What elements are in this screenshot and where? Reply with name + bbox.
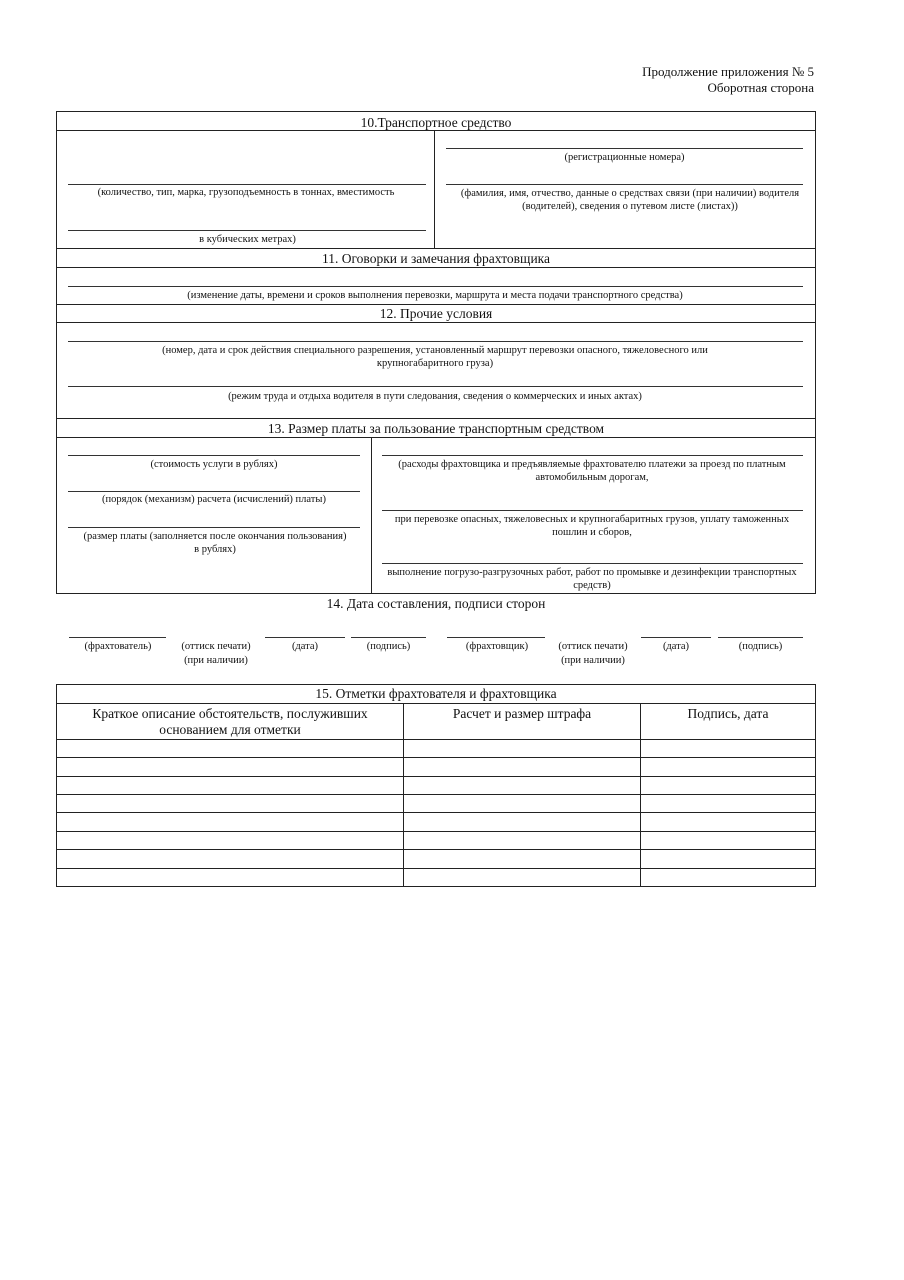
stamp-caption-2: (оттиск печати)	[558, 641, 628, 652]
appendix-continuation: Продолжение приложения № 5	[642, 64, 814, 79]
carrier-remarks-caption: (изменение даты, времени и сроков выполнения перевозки, маршрута и места подачи транспортного средства)	[187, 290, 683, 301]
expenses-line	[382, 455, 803, 456]
loading-works-line	[382, 563, 803, 564]
calc-order-line	[68, 491, 360, 492]
divider	[56, 267, 816, 268]
date-caption-2: (дата)	[662, 641, 690, 652]
payment-amount-caption: (размер платы (заполняется после окончания пользования) в рублях)	[83, 531, 347, 555]
table-row	[56, 868, 816, 869]
divider	[56, 703, 816, 704]
column-header-signature-date: Подпись, дата	[687, 706, 769, 721]
special-permit-caption: (номер, дата и срок действия специального разрешения, установленный маршрут перевозки опасного, тяжеловесного или крупногабаритного груза)	[162, 345, 708, 369]
section-14-title: 14. Дата составления, подписи сторон	[326, 596, 546, 611]
divider	[640, 703, 641, 887]
date-line	[265, 637, 345, 638]
table-row	[56, 757, 816, 758]
driver-regime-line	[68, 386, 803, 387]
column-header-description: Краткое описание обстоятельств, послуживших основанием для отметки	[92, 706, 368, 737]
service-cost-line	[68, 455, 360, 456]
divider	[56, 418, 816, 419]
table-row	[56, 739, 816, 740]
section-13-title: 13. Размер платы за пользование транспортным средством	[267, 421, 605, 436]
section-10-title: 10.Транспортное средство	[360, 115, 512, 130]
driver-caption: (фамилия, имя, отчество, данные о средствах связи (при наличии) водителя (водителей), сведения о путевом листе (листах))	[460, 188, 800, 212]
divider	[56, 248, 816, 249]
stamp-if-any-caption: (при наличии)	[184, 655, 248, 666]
vehicle-caption: (количество, тип, марка, грузоподъемность в тоннах, вместимость	[97, 187, 395, 198]
reg-number-caption: (регистрационные номера)	[564, 152, 685, 163]
table-row	[56, 831, 816, 832]
vehicle-field-line	[68, 184, 426, 185]
table-row	[56, 776, 816, 777]
stamp-if-any-caption-2: (при наличии)	[561, 655, 625, 666]
calc-order-caption: (порядок (механизм) расчета (исчислений) платы)	[102, 494, 326, 505]
signature-line-2	[718, 637, 803, 638]
service-cost-caption: (стоимость услуги в рублях)	[150, 459, 278, 470]
driver-line	[446, 184, 803, 185]
divider	[56, 304, 816, 305]
dangerous-cargo-caption: при перевозке опасных, тяжеловесных и крупногабаритных грузов, уплату таможенных пошлин и сборов,	[394, 514, 790, 538]
date-line-2	[641, 637, 711, 638]
divider	[56, 437, 816, 438]
signature-caption-2: (подпись)	[738, 641, 783, 652]
divider	[56, 130, 816, 131]
reverse-side-label: Оборотная сторона	[707, 80, 814, 95]
table-row	[56, 849, 816, 850]
vehicle-volume-line	[68, 230, 426, 231]
divider	[56, 322, 816, 323]
date-caption: (дата)	[291, 641, 319, 652]
table-row	[56, 794, 816, 795]
section-11-title: 11. Оговорки и замечания фрахтовщика	[321, 251, 551, 266]
section-15-title: 15. Отметки фрахтователя и фрахтовщика	[315, 686, 557, 701]
divider	[434, 130, 435, 248]
table-row	[56, 812, 816, 813]
special-permit-line	[68, 341, 803, 342]
payment-amount-line	[68, 527, 360, 528]
signature-caption: (подпись)	[366, 641, 411, 652]
charterer-caption: (фрахтователь)	[84, 641, 152, 652]
vehicle-volume-caption: в кубических метрах)	[199, 234, 296, 245]
divider	[371, 437, 372, 594]
dangerous-cargo-line	[382, 510, 803, 511]
carrier-sign-line	[447, 637, 545, 638]
section-12-title: 12. Прочие условия	[379, 306, 493, 321]
stamp-caption: (оттиск печати)	[181, 641, 251, 652]
carrier-caption: (фрахтовщик)	[465, 641, 529, 652]
loading-works-caption: выполнение погрузо-разгрузочных работ, работ по промывке и дезинфекции транспортных средств)	[387, 567, 797, 591]
column-header-penalty: Расчет и размер штрафа	[452, 706, 592, 721]
driver-regime-caption: (режим труда и отдыха водителя в пути следования, сведения о коммерческих и иных актах)	[228, 391, 642, 402]
expenses-caption: (расходы фрахтовщика и предъявляемые фрахтователю платежи за проезд по платным автомобильным дорогам,	[398, 459, 786, 483]
carrier-remarks-line	[68, 286, 803, 287]
reg-number-line	[446, 148, 803, 149]
signature-line	[351, 637, 426, 638]
divider	[403, 703, 404, 887]
charterer-sign-line	[69, 637, 166, 638]
